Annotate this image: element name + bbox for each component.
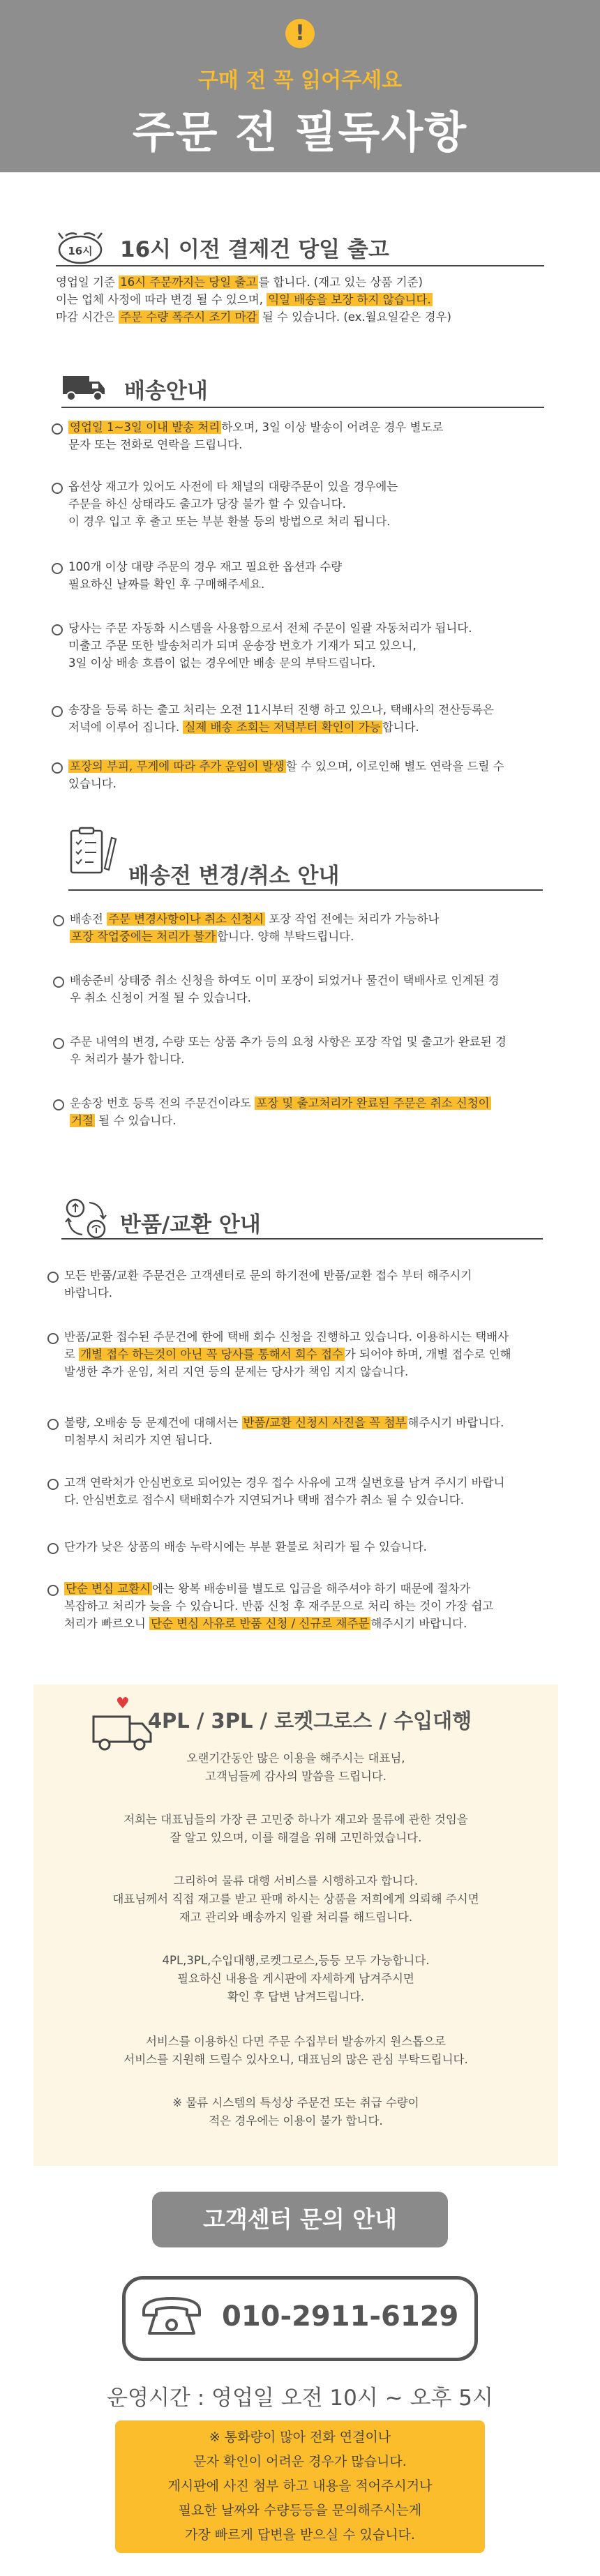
return-item-3: 불량, 오배송 등 문제건에 대해서는 반품/교환 신청시 사진을 꼭 첨부 해주시기 바랍니다. 미첨부시 처리가 지연 됩니다. <box>64 1416 504 1447</box>
info-paragraph-2: 저희는 대표님들의 가장 큰 고민중 하나가 재고와 물류에 관한 것임을 잘 알고 있으며, 이를 해결을 위해 고민하였습니다. <box>123 1813 468 1844</box>
info-paragraph-4: 4PL,3PL,수입대행,로켓그로스,등등 모두 가능합니다. 필요하신 내용을 게시판에 자세하게 남겨주시면 확인 후 답변 남겨드립니다. <box>162 1954 430 2003</box>
phone-number[interactable]: 010-2911-6129 <box>222 2300 459 2333</box>
header-subtitle: 구매 전 꼭 읽어주세요 <box>197 68 403 93</box>
shipping-item-6: 포장의 부피, 무게에 따라 추가 운임이 발생 할 수 있으며, 이로인해 별도 연락을 드릴 수 있습니다. <box>68 760 504 790</box>
bullet-icon <box>47 1479 59 1490</box>
section-title-return-exchange: 반품/교환 안내 <box>120 1212 261 1237</box>
cancel-item-2: 배송준비 상태중 취소 신청을 하여도 이미 포장이 되었거나 물건이 택배사로 인계된 경 우 취소 신청이 거절 될 수 있습니다. <box>70 974 500 1004</box>
shipping-item-2: 옵션상 재고가 있어도 사전에 타 채널의 대량주문이 있을 경우에는 주문을 하신 상태라도 출고가 당장 불가 할 수 있습니다. 이 경우 입고 후 출고 또는 부분 환불 등의 방법으로 처리 됩니다. <box>68 480 398 528</box>
phone-icon <box>140 2294 204 2343</box>
info-paragraph-6: ※ 물류 시스템의 특성상 주문건 또는 취급 수량이 적은 경우에는 이용이 불가 합니다. <box>172 2096 419 2127</box>
bullet-icon <box>47 1585 59 1596</box>
info-paragraph-1: 오랜기간동안 많은 이용을 해주시는 대표님, 고객님들께 감사의 말씀을 드립니다. <box>186 1752 405 1783</box>
return-item-1: 모든 반품/교환 주문건은 고객센터로 문의 하기전에 반품/교환 접수 부터 해주시기 바랍니다. <box>64 1269 472 1300</box>
cancel-item-3: 주문 내역의 변경, 수량 또는 상품 추가 등의 요청 사항은 포장 작업 및 출고가 완료된 경 우 처리가 불가 합니다. <box>70 1035 507 1066</box>
bullet-icon <box>53 1099 64 1110</box>
header-title: 주문 전 필독사항 <box>132 107 468 158</box>
info-paragraph-3: 그리하여 물류 대행 서비스를 시행하고자 합니다. 대표님께서 직접 재고를 받고 판매 하시는 상품을 저희에게 의뢰해 주시면 재고 관리와 배송까지 일괄 처리를 해드립니다. <box>112 1874 479 1924</box>
logistics-title: 4PL / 3PL / 로켓그로스 / 수입대행 <box>147 1709 472 1733</box>
return-item-6: 단순 변심 교환시 에는 왕복 배송비를 별도로 입금을 해주셔야 하기 때문에 절차가 복잡하고 처리가 늦을 수 있습니다. 반품 신청 후 재주문으로 처리 하는 것이 가장 쉽고 처리가 빠르오니 단순 변심 사유로 반품 신청 / 신규로 재주문 해주시기 바랍니다. <box>64 1582 494 1630</box>
heart-icon: ♥ <box>116 1695 130 1712</box>
checklist-icon <box>68 827 117 880</box>
info-paragraph-5: 서비스를 이용하신 다면 주문 수집부터 발송까지 원스톱으로 서비스를 지원해 드릴수 있사오니, 대표님의 많은 관심 부탁드립니다. <box>123 2035 468 2066</box>
bullet-icon <box>52 563 63 574</box>
section-divider <box>61 407 544 408</box>
customer-center-button[interactable]: 고객센터 문의 안내 <box>152 2192 448 2247</box>
section-title-shipping: 배송안내 <box>124 379 208 404</box>
bullet-icon <box>47 1272 59 1283</box>
cancel-item-4: 운송장 번호 등록 전의 주문건이라도 포장 및 출고처리가 완료된 주문은 취소 신청이 거절 될 수 있습니다. <box>70 1097 490 1127</box>
contact-notice-text: ※ 통화량이 많아 전화 연결이나 문자 확인이 어려운 경우가 많습니다. 게시판에 사진 첨부 하고 내용을 적어주시거나 필요한 날짜와 수량등등을 문의해주시는게 가장 빠르게 답변을 받으실 수 있습니다. <box>167 2430 433 2543</box>
bullet-icon <box>52 423 63 435</box>
bullet-icon <box>53 1038 64 1049</box>
bullet-icon <box>47 1333 59 1344</box>
section-title-same-day: 16시 이전 결제건 당일 출고 <box>120 237 389 262</box>
clock-icon-label: 16시 <box>68 245 93 257</box>
return-item-2: 반품/교환 접수된 주문건에 한에 택배 회수 신청을 진행하고 있습니다. 이용하시는 택배사 로 개별 접수 하는것이 아닌 꼭 당사를 통해서 회수 접수 가 되어야 하며, 개별 접수로 인해 발생한 추가 운임, 처리 지연 등의 문제는 당사가 책임 지지 않습니다. <box>64 1330 511 1378</box>
bullet-icon <box>52 762 63 774</box>
cancel-item-1: 배송전 주문 변경사항이나 취소 신청시 포장 작업 전에는 처리가 가능하나 포장 작업중에는 처리가 불가 합니다. 양해 부탁드립니다. <box>70 912 440 943</box>
bullet-icon <box>52 483 63 494</box>
shipping-item-4: 당사는 주문 자동화 시스템을 사용함으로서 전체 주문이 일괄 자동처리가 됩니다. 미출고 주문 또한 발송처리가 되며 운송장 번호가 기재가 되고 있으니, 3일 이상 배송 흐름이 없는 경우에만 배송 문의 부탁드립니다. <box>68 622 472 670</box>
return-item-5: 단가가 낮은 상품의 배송 누락시에는 부분 환불로 처리가 될 수 있습니다. <box>64 1540 427 1553</box>
clock-icon <box>56 230 105 265</box>
section-divider <box>56 265 544 266</box>
return-item-4: 고객 연락처가 안심번호로 되어있는 경우 접수 사유에 고객 실번호를 남겨 주시기 바랍니 다. 안심번호로 접수시 택배회수가 지연되거나 택배 접수가 취소 될 수 있습니다. <box>64 1476 505 1507</box>
bullet-icon <box>52 624 63 635</box>
shipping-item-5: 송장을 등록 하는 출고 처리는 오전 11시부터 진행 하고 있으나, 택배사의 전산등록은 저녁에 이루어 집니다. 실제 배송 조회는 저녁부터 확인이 가능 합니다. <box>68 703 494 734</box>
business-hours: 운영시간 : 영업일 오전 10시 ~ 오후 5시 <box>107 2386 493 2411</box>
shipping-item-1: 영업일 1~3일 이내 발송 처리 하오며, 3일 이상 발송이 어려운 경우 별도로 문자 또는 전화로 연락을 드립니다. <box>68 421 444 451</box>
same-day-text: 영업일 기준 16시 주문까지는 당일 출고 를 합니다. (재고 있는 상품 기준) 이는 업체 사정에 따라 변경 될 수 있으며, 익일 배송을 보장 하지 않습니다. 마감 시간은 주문 수량 폭주시 조기 마감 될 수 있습니다. (ex.월요일같은 경우) <box>56 276 451 324</box>
bullet-icon <box>52 706 63 717</box>
truck-icon <box>61 372 107 405</box>
bullet-icon <box>53 977 64 988</box>
section-title-change-cancel: 배송전 변경/취소 안내 <box>128 864 340 889</box>
alert-icon: ! <box>285 19 315 48</box>
bullet-icon <box>47 1543 59 1554</box>
section-divider <box>61 1238 543 1240</box>
bullet-icon <box>53 915 64 926</box>
shipping-item-3: 100개 이상 대량 주문의 경우 재고 필요한 옵션과 수량 필요하신 날짜를 확인 후 구매해주세요. <box>68 560 343 591</box>
section-divider <box>68 889 543 891</box>
bullet-icon <box>47 1419 59 1430</box>
